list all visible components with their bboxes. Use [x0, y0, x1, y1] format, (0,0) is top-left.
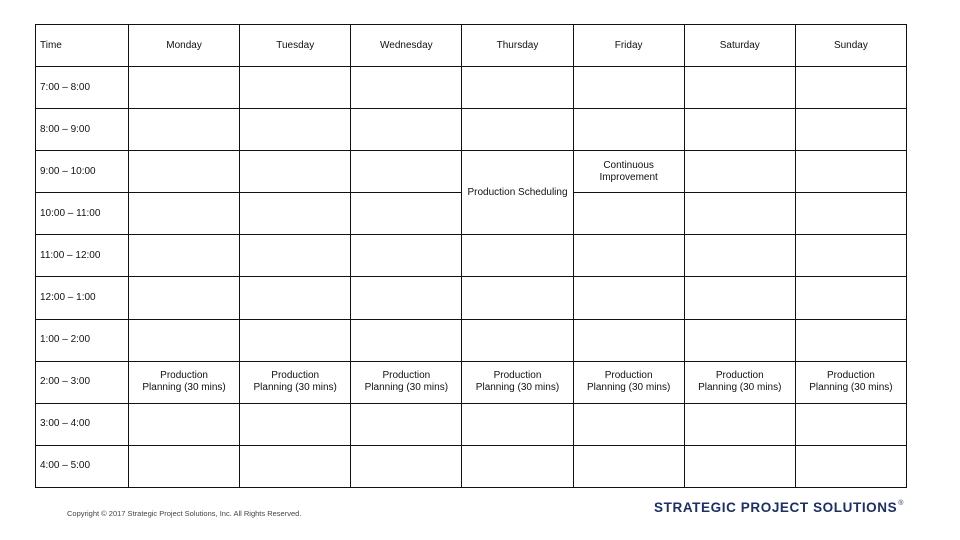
time-slot-label: 12:00 – 1:00 — [36, 277, 129, 319]
slot-cell[interactable] — [684, 67, 795, 109]
slot-cell[interactable] — [795, 277, 906, 319]
time-slot-label: 11:00 – 12:00 — [36, 235, 129, 277]
slot-cell[interactable] — [795, 403, 906, 445]
event-production-scheduling[interactable]: Production Scheduling — [462, 151, 573, 235]
slot-cell[interactable] — [684, 277, 795, 319]
slot-cell[interactable] — [795, 109, 906, 151]
schedule-row-12-1 — [36, 277, 907, 319]
brand-name: STRATEGIC PROJECT SOLUTIONS — [654, 500, 898, 515]
slot-cell[interactable] — [351, 403, 462, 445]
slot-cell[interactable] — [240, 193, 351, 235]
time-slot-label: 3:00 – 4:00 — [36, 403, 129, 445]
time-slot-label: 10:00 – 11:00 — [36, 193, 129, 235]
slot-cell[interactable] — [573, 445, 684, 487]
slot-cell[interactable] — [795, 151, 906, 193]
registered-mark: ® — [898, 499, 904, 507]
event-continuous-improvement[interactable]: Continuous Improvement — [573, 151, 684, 193]
weekly-schedule-table — [35, 24, 907, 488]
slot-cell[interactable] — [351, 319, 462, 361]
time-slot-label: 9:00 – 10:00 — [36, 151, 129, 193]
slot-cell[interactable] — [795, 445, 906, 487]
day-header-saturday: Saturday — [684, 25, 795, 67]
time-slot-label: 1:00 – 2:00 — [36, 319, 129, 361]
schedule-row-7-8 — [36, 67, 907, 109]
slot-cell[interactable] — [573, 277, 684, 319]
day-header-sunday: Sunday — [795, 25, 906, 67]
day-header-monday: Monday — [129, 25, 240, 67]
day-header-friday: Friday — [573, 25, 684, 67]
slot-cell[interactable] — [462, 109, 573, 151]
slot-cell[interactable] — [129, 235, 240, 277]
slot-cell[interactable] — [240, 403, 351, 445]
slot-cell[interactable] — [684, 193, 795, 235]
day-header-wednesday: Wednesday — [351, 25, 462, 67]
header-row — [36, 25, 907, 67]
time-slot-label: 8:00 – 9:00 — [36, 109, 129, 151]
event-production-planning-monday[interactable]: Production Planning (30 mins) — [129, 361, 240, 403]
slot-cell[interactable] — [573, 193, 684, 235]
schedule-row-1-2 — [36, 319, 907, 361]
slot-cell[interactable] — [462, 403, 573, 445]
slot-cell[interactable] — [351, 109, 462, 151]
schedule-row-11-12 — [36, 235, 907, 277]
slot-cell[interactable] — [462, 445, 573, 487]
slot-cell[interactable] — [240, 277, 351, 319]
slot-cell[interactable] — [684, 109, 795, 151]
slot-cell[interactable] — [240, 319, 351, 361]
slot-cell[interactable] — [573, 319, 684, 361]
slot-cell[interactable] — [795, 67, 906, 109]
schedule-row-9-10 — [36, 151, 907, 193]
slot-cell[interactable] — [795, 235, 906, 277]
slot-cell[interactable] — [462, 67, 573, 109]
slot-cell[interactable] — [684, 403, 795, 445]
event-production-planning-wednesday[interactable]: Production Planning (30 mins) — [351, 361, 462, 403]
brand-logo — [654, 500, 904, 515]
slot-cell[interactable] — [573, 109, 684, 151]
slot-cell[interactable] — [351, 277, 462, 319]
slot-cell[interactable] — [129, 193, 240, 235]
slot-cell[interactable] — [684, 235, 795, 277]
slot-cell[interactable] — [129, 403, 240, 445]
schedule-row-3-4 — [36, 403, 907, 445]
copyright-notice: Copyright © 2017 Strategic Project Solutions, Inc. All Rights Reserved. — [67, 509, 302, 518]
slot-cell[interactable] — [684, 445, 795, 487]
schedule-row-4-5 — [36, 445, 907, 487]
slot-cell[interactable] — [240, 151, 351, 193]
slot-cell[interactable] — [351, 151, 462, 193]
day-header-tuesday: Tuesday — [240, 25, 351, 67]
slot-cell[interactable] — [240, 109, 351, 151]
schedule-row-2-3 — [36, 361, 907, 403]
slot-cell[interactable] — [462, 235, 573, 277]
slot-cell[interactable] — [351, 445, 462, 487]
slot-cell[interactable] — [129, 109, 240, 151]
slot-cell[interactable] — [573, 235, 684, 277]
slot-cell[interactable] — [462, 277, 573, 319]
schedule-row-8-9 — [36, 109, 907, 151]
time-slot-label: 2:00 – 3:00 — [36, 361, 129, 403]
slot-cell[interactable] — [129, 445, 240, 487]
time-slot-label: 4:00 – 5:00 — [36, 445, 129, 487]
slot-cell[interactable] — [795, 319, 906, 361]
event-production-planning-friday[interactable]: Production Planning (30 mins) — [573, 361, 684, 403]
slot-cell[interactable] — [129, 277, 240, 319]
slot-cell[interactable] — [684, 319, 795, 361]
time-slot-label: 7:00 – 8:00 — [36, 67, 129, 109]
event-production-planning-tuesday[interactable]: Production Planning (30 mins) — [240, 361, 351, 403]
slot-cell[interactable] — [573, 67, 684, 109]
slot-cell[interactable] — [351, 235, 462, 277]
event-production-planning-sunday[interactable]: Production Planning (30 mins) — [795, 361, 906, 403]
day-header-thursday: Thursday — [462, 25, 573, 67]
slot-cell[interactable] — [795, 193, 906, 235]
slot-cell[interactable] — [240, 67, 351, 109]
slot-cell[interactable] — [462, 319, 573, 361]
event-production-planning-thursday[interactable]: Production Planning (30 mins) — [462, 361, 573, 403]
slot-cell[interactable] — [129, 319, 240, 361]
time-column-header: Time — [36, 25, 129, 67]
slot-cell[interactable] — [351, 193, 462, 235]
slot-cell[interactable] — [129, 151, 240, 193]
event-production-planning-saturday[interactable]: Production Planning (30 mins) — [684, 361, 795, 403]
slot-cell[interactable] — [129, 67, 240, 109]
slot-cell[interactable] — [240, 235, 351, 277]
slot-cell[interactable] — [684, 151, 795, 193]
slot-cell[interactable] — [573, 403, 684, 445]
slot-cell[interactable] — [351, 67, 462, 109]
slot-cell[interactable] — [240, 445, 351, 487]
